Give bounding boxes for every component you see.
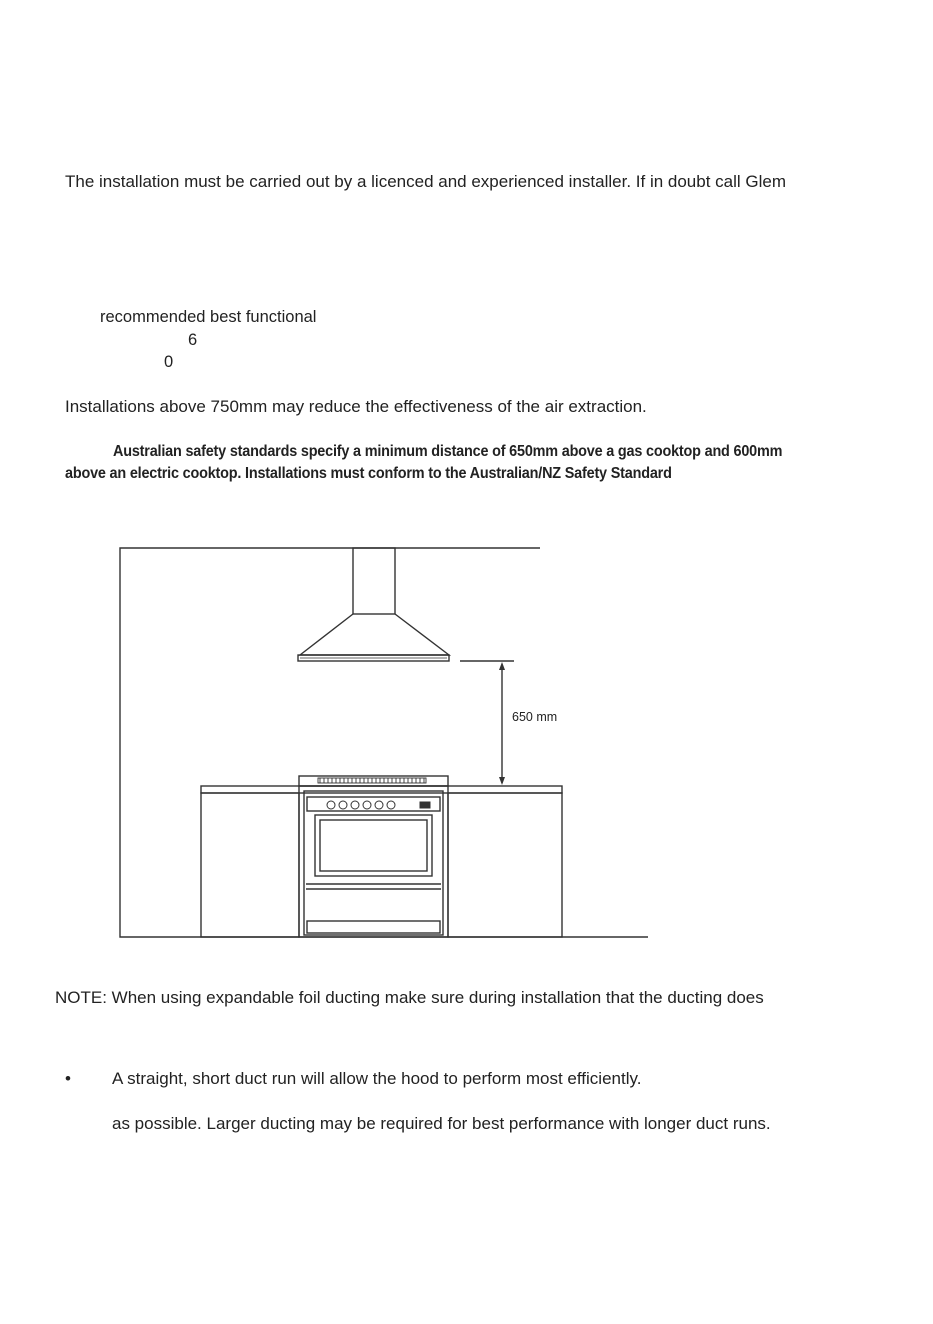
recommended-text: recommended best functional [100,308,317,326]
drawer [307,921,440,933]
rangehood-clearance-diagram [0,530,700,950]
hood-canopy [300,614,449,655]
oven-window [320,820,427,871]
control-knobs [327,801,430,809]
stove-inner [304,791,443,935]
bullet-line-1: A straight, short duct run will allow the hood to perform most efficiently. [112,1069,642,1088]
bullet-dot: • [65,1069,71,1088]
safety-standard-line-1: Australian safety standards specify a minimum distance of 650mm above a gas cooktop and 600mm [113,443,783,460]
right-cabinet [448,793,562,937]
oven-door [315,815,432,876]
benchtop [201,786,562,793]
chimney [353,548,395,614]
wall-outline [120,548,648,937]
cooktop-burners [318,778,426,783]
fragment-0: 0 [164,353,174,371]
fragment-6: 6 [188,331,198,349]
left-cabinet [201,793,299,937]
safety-standard-line-2: above an electric cooktop. Installations must conform to the Australian/NZ Safety Standard [65,465,672,482]
above-750-paragraph: Installations above 750mm may reduce the effectiveness of the air extraction. [65,397,647,416]
stove-body [299,786,448,937]
dimension-label: 650 mm [512,710,558,724]
bullet-line-2: as possible. Larger ducting may be required for best performance with longer duct runs. [112,1114,771,1133]
note-paragraph: NOTE: When using expandable foil ducting make sure during installation that the ducting does [55,988,764,1007]
installer-paragraph: The installation must be carried out by a licenced and experienced installer. If in doubt call Glem [65,172,787,191]
